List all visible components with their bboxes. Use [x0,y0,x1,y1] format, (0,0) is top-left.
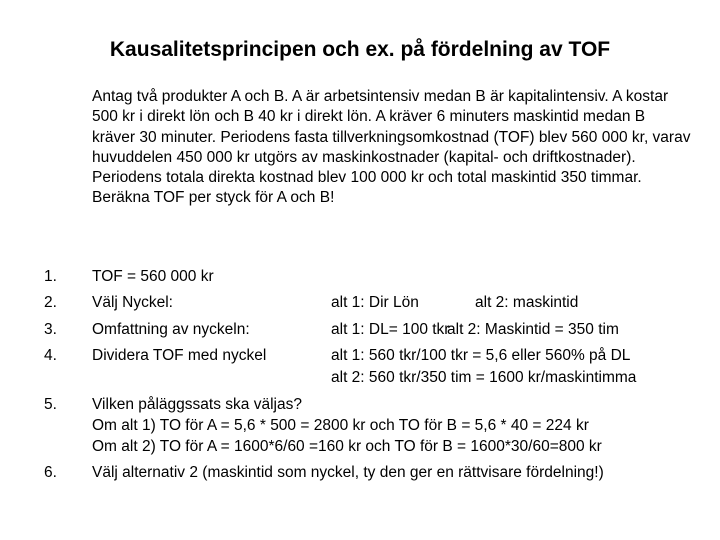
step-text-6: Välj alternativ 2 (maskintid som nyckel, ty den ger en rättvisare fördelning!) [92,464,604,481]
step-4-alt2: alt 2: 560 tkr/350 tim = 1600 kr/maskintimma [331,369,637,386]
step-number-5: 5. [44,396,57,413]
step-5-line3: Om alt 2) TO för A = 1600*6/60 =160 kr och TO för B = 1600*30/60=800 kr [92,438,602,455]
step-number-6: 6. [44,464,57,481]
step-text-4: Dividera TOF med nyckel [92,347,267,364]
step-number-3: 3. [44,321,57,338]
step-text-1: TOF = 560 000 kr [92,268,214,285]
problem-statement: Antag två produkter A och B. A är arbetsintensiv medan B är kapitalintensiv. A kostar 500 kr i direkt lön och B 40 kr i direkt lön. A kräver 6 minuters maskintid medan B kräver 30 minuter. Periodens fasta tillverkningsomkostnad (TOF) blev 560 000 kr, varav huvuddelen 450 000 kr utgörs av maskinkostnader (kapital- och driftkostnader). Periodens totala direkta kostnad blev 100 000 kr och total maskintid 350 timmar. Beräkna TOF per styck för A och B! [92,88,691,207]
step-text-3: Omfattning av nyckeln: [92,321,250,338]
step-2-alt1: alt 1: Dir Lön [331,294,419,311]
step-number-4: 4. [44,347,57,364]
step-4-alt1: alt 1: 560 tkr/100 tkr = 5,6 eller 560% på DL [331,347,631,364]
step-text-5: Vilken påläggssats ska väljas? [92,396,302,413]
step-5-line2: Om alt 1) TO för A = 5,6 * 500 = 2800 kr och TO för B = 5,6 * 40 = 224 kr [92,417,589,434]
step-2-alt2: alt 2: maskintid [475,294,579,311]
step-number-2: 2. [44,294,57,311]
slide-title: Kausalitetsprincipen och ex. på fördelning av TOF [109,38,611,61]
step-3-alt1: alt 1: DL= 100 tkr [331,321,450,338]
step-number-1: 1. [44,268,57,285]
step-text-2: Välj Nyckel: [92,294,173,311]
step-3-alt2: alt 2: Maskintid = 350 tim [447,321,619,338]
